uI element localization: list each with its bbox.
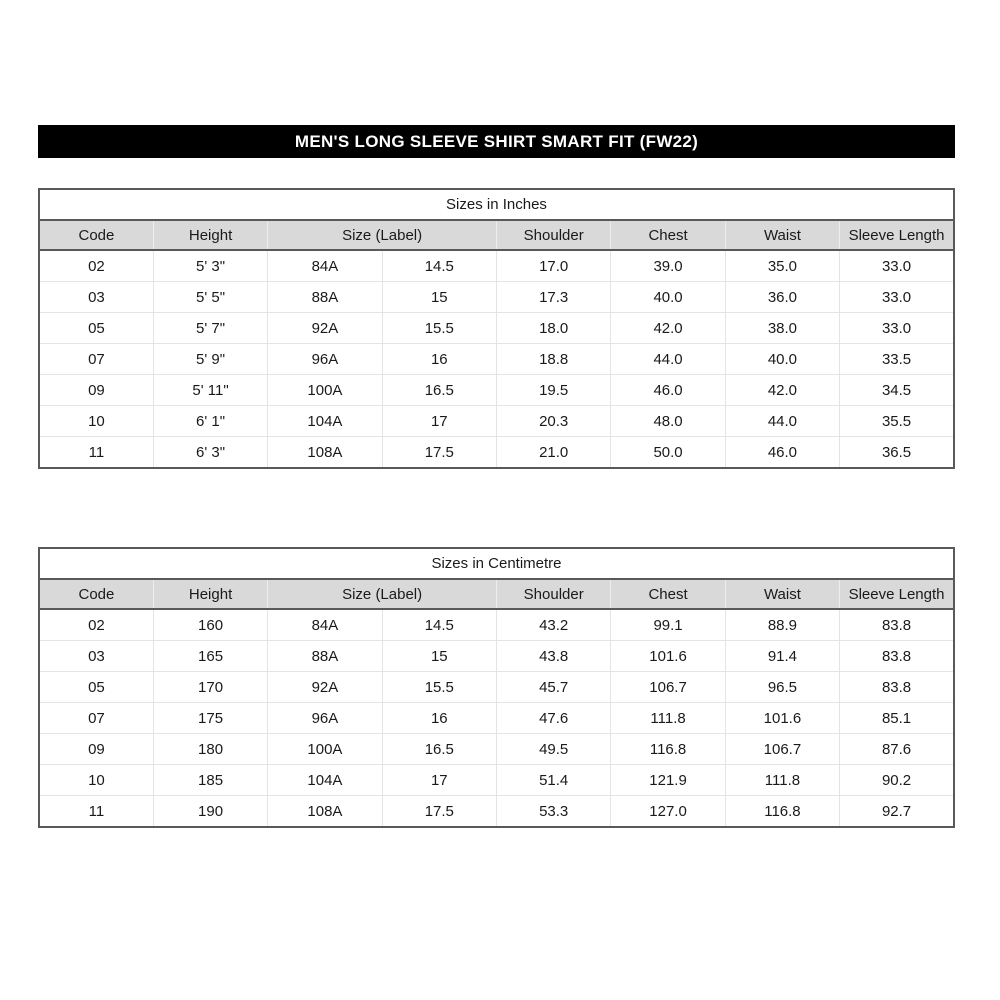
table-cell: 43.2: [497, 609, 611, 641]
table-cell: 160: [153, 609, 267, 641]
table-cell: 16.5: [382, 375, 496, 406]
product-title-banner: [38, 125, 955, 158]
table-cell: 39.0: [611, 250, 725, 282]
table-cell: 17.5: [382, 437, 496, 469]
table-title: Sizes in Centimetre: [39, 548, 954, 579]
table-cell: 6' 1": [153, 406, 267, 437]
table-cell: 53.3: [497, 796, 611, 828]
table-cell: 16: [382, 703, 496, 734]
table-body: [39, 609, 954, 827]
column-header: Sleeve Length: [840, 579, 954, 609]
column-header: Height: [153, 579, 267, 609]
table-cell: 92A: [268, 313, 382, 344]
table-cell: 90.2: [840, 765, 954, 796]
table-cell: 11: [39, 796, 153, 828]
table-cell: 46.0: [725, 437, 839, 469]
table-cell: 35.0: [725, 250, 839, 282]
table-cell: 10: [39, 765, 153, 796]
table-cell: 42.0: [725, 375, 839, 406]
table-cell: 44.0: [725, 406, 839, 437]
table-cell: 51.4: [497, 765, 611, 796]
table-cell: 33.0: [840, 313, 954, 344]
sizes-in-centimetre-table: [38, 547, 955, 828]
column-header: Height: [153, 220, 267, 250]
table-cell: 36.5: [840, 437, 954, 469]
table-cell: 17: [382, 765, 496, 796]
table-cell: 5' 7": [153, 313, 267, 344]
column-header: Shoulder: [497, 220, 611, 250]
table-cell: 88A: [268, 282, 382, 313]
table-cell: 16.5: [382, 734, 496, 765]
table-cell: 100A: [268, 375, 382, 406]
table-cell: 33.0: [840, 250, 954, 282]
table-cell: 17.5: [382, 796, 496, 828]
table-cell: 85.1: [840, 703, 954, 734]
table-row: [39, 250, 954, 282]
table-cell: 100A: [268, 734, 382, 765]
table-cell: 18.8: [497, 344, 611, 375]
table-cell: 96A: [268, 344, 382, 375]
table-cell: 15: [382, 282, 496, 313]
table-cell: 175: [153, 703, 267, 734]
table-row: [39, 282, 954, 313]
table-cell: 15: [382, 641, 496, 672]
table-row: [39, 313, 954, 344]
table-cell: 46.0: [611, 375, 725, 406]
table-row: [39, 375, 954, 406]
table-cell: 92.7: [840, 796, 954, 828]
column-header: Size (Label): [268, 579, 497, 609]
table-cell: 34.5: [840, 375, 954, 406]
table-cell: 83.8: [840, 641, 954, 672]
table-cell: 15.5: [382, 313, 496, 344]
column-header: Chest: [611, 220, 725, 250]
table-title-row: [39, 189, 954, 220]
table-cell: 42.0: [611, 313, 725, 344]
table-cell: 88.9: [725, 609, 839, 641]
table-cell: 07: [39, 344, 153, 375]
column-header: Sleeve Length: [840, 220, 954, 250]
table-cell: 108A: [268, 796, 382, 828]
column-header: Code: [39, 579, 153, 609]
table-cell: 104A: [268, 765, 382, 796]
column-header: Shoulder: [497, 579, 611, 609]
table-cell: 49.5: [497, 734, 611, 765]
table-cell: 11: [39, 437, 153, 469]
table-cell: 16: [382, 344, 496, 375]
table-cell: 09: [39, 375, 153, 406]
table-cell: 185: [153, 765, 267, 796]
table-cell: 17.0: [497, 250, 611, 282]
table-cell: 02: [39, 250, 153, 282]
table-cell: 14.5: [382, 609, 496, 641]
table-cell: 43.8: [497, 641, 611, 672]
table-cell: 05: [39, 672, 153, 703]
table-cell: 20.3: [497, 406, 611, 437]
table-row: [39, 437, 954, 469]
table-cell: 96.5: [725, 672, 839, 703]
table-cell: 18.0: [497, 313, 611, 344]
table-cell: 19.5: [497, 375, 611, 406]
table-cell: 101.6: [725, 703, 839, 734]
table-cell: 07: [39, 703, 153, 734]
product-title: MEN'S LONG SLEEVE SHIRT SMART FIT (FW22): [294, 131, 699, 151]
table-cell: 170: [153, 672, 267, 703]
table-cell: 92A: [268, 672, 382, 703]
table-cell: 45.7: [497, 672, 611, 703]
table-cell: 38.0: [725, 313, 839, 344]
table-cell: 84A: [268, 609, 382, 641]
table-cell: 106.7: [725, 734, 839, 765]
table-row: [39, 609, 954, 641]
table-header-row: [39, 220, 954, 250]
table-cell: 180: [153, 734, 267, 765]
table-cell: 87.6: [840, 734, 954, 765]
table-body: [39, 250, 954, 468]
table-cell: 50.0: [611, 437, 725, 469]
table-cell: 108A: [268, 437, 382, 469]
table-cell: 104A: [268, 406, 382, 437]
table-cell: 96A: [268, 703, 382, 734]
table-cell: 190: [153, 796, 267, 828]
table-cell: 88A: [268, 641, 382, 672]
table-cell: 83.8: [840, 672, 954, 703]
table-row: [39, 672, 954, 703]
table-row: [39, 734, 954, 765]
table-row: [39, 641, 954, 672]
table-cell: 5' 11": [153, 375, 267, 406]
table-title: Sizes in Inches: [39, 189, 954, 220]
table-cell: 03: [39, 282, 153, 313]
table-row: [39, 796, 954, 828]
column-header: Waist: [725, 579, 839, 609]
table-cell: 33.0: [840, 282, 954, 313]
table-cell: 21.0: [497, 437, 611, 469]
column-header: Waist: [725, 220, 839, 250]
table-cell: 05: [39, 313, 153, 344]
table-cell: 84A: [268, 250, 382, 282]
table-cell: 10: [39, 406, 153, 437]
table-cell: 03: [39, 641, 153, 672]
table-cell: 40.0: [611, 282, 725, 313]
table-row: [39, 765, 954, 796]
table-row: [39, 344, 954, 375]
column-header: Code: [39, 220, 153, 250]
table-row: [39, 406, 954, 437]
table-cell: 91.4: [725, 641, 839, 672]
table-cell: 5' 3": [153, 250, 267, 282]
table-cell: 35.5: [840, 406, 954, 437]
table-cell: 17: [382, 406, 496, 437]
table-cell: 5' 5": [153, 282, 267, 313]
table-cell: 02: [39, 609, 153, 641]
table-cell: 116.8: [725, 796, 839, 828]
table-cell: 6' 3": [153, 437, 267, 469]
table-cell: 09: [39, 734, 153, 765]
table-header-row: [39, 579, 954, 609]
table-cell: 99.1: [611, 609, 725, 641]
table-title-row: [39, 548, 954, 579]
sizes-in-inches-table: [38, 188, 955, 469]
table-cell: 106.7: [611, 672, 725, 703]
table-cell: 15.5: [382, 672, 496, 703]
table-cell: 33.5: [840, 344, 954, 375]
table-cell: 17.3: [497, 282, 611, 313]
table-cell: 36.0: [725, 282, 839, 313]
table-cell: 40.0: [725, 344, 839, 375]
table-cell: 48.0: [611, 406, 725, 437]
table-cell: 14.5: [382, 250, 496, 282]
table-cell: 121.9: [611, 765, 725, 796]
table-cell: 116.8: [611, 734, 725, 765]
column-header: Size (Label): [268, 220, 497, 250]
table-row: [39, 703, 954, 734]
table-cell: 165: [153, 641, 267, 672]
table-cell: 127.0: [611, 796, 725, 828]
table-cell: 47.6: [497, 703, 611, 734]
table-cell: 44.0: [611, 344, 725, 375]
column-header: Chest: [611, 579, 725, 609]
table-cell: 111.8: [725, 765, 839, 796]
table-cell: 111.8: [611, 703, 725, 734]
table-cell: 5' 9": [153, 344, 267, 375]
table-cell: 83.8: [840, 609, 954, 641]
table-cell: 101.6: [611, 641, 725, 672]
